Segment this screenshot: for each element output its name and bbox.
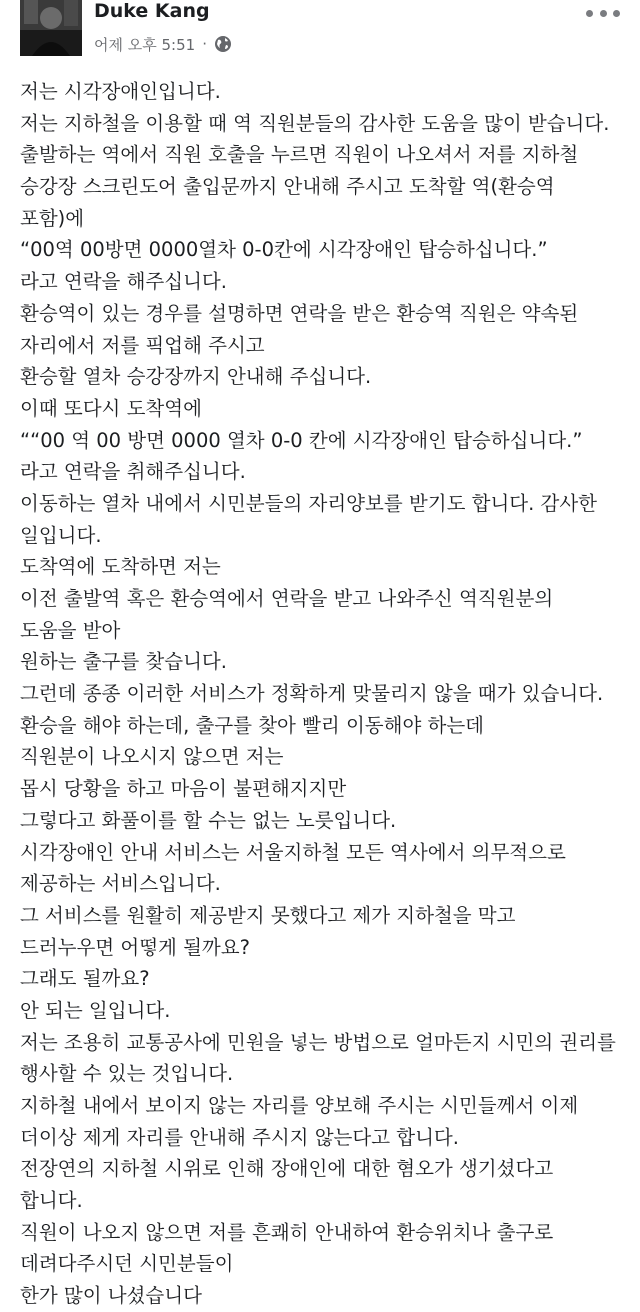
post-text-line: 라고 연락을 해주십니다. [20, 270, 227, 294]
post-text-line: 환승할 열차 승강장까지 안내해 주십니다. [20, 365, 372, 389]
post-text-line: 저는 조용히 교통공사에 민원을 넣는 방법으로 얼마든지 시민의 권리를 [20, 1030, 616, 1054]
post-text-line: 포함)에 [20, 206, 85, 230]
dot [586, 10, 593, 17]
post-text-line: 데려다주시던 시민분들이 [20, 1252, 234, 1276]
dot [600, 10, 607, 17]
post-text-line: 원하는 출구를 찾습니다. [20, 650, 227, 674]
post-text-line: 라고 연락을 취해주십니다. [20, 460, 246, 484]
post-text-line: 몹시 당황을 하고 마음이 불편해지지만 [20, 777, 347, 801]
post-text-line: 행사할 수 있는 것입니다. [20, 1062, 234, 1086]
post-text-line: ““00 역 00 방면 0000 열차 0-0 칸에 시각장애인 탑승하십니다.” [20, 428, 583, 452]
post-text-line: 직원이 나오지 않으면 저를 흔쾌히 안내하여 환승위치나 출구로 [20, 1220, 554, 1244]
post-text-line: 직원분이 나오시지 않으면 저는 [20, 745, 284, 769]
post-text-line: 저는 시각장애인입니다. [20, 80, 221, 103]
dot [613, 10, 620, 17]
post-body [20, 76, 626, 1312]
meta-separator: · [202, 35, 207, 53]
author-name[interactable]: Duke Kang [94, 0, 210, 22]
post-text-line: “00역 00방면 0000열차 0-0칸에 시각장애인 탑승하십니다.” [20, 238, 548, 262]
post-text-line: 안 되는 일입니다. [20, 998, 171, 1022]
post-text-line: 한가 많이 나셨습니다 [20, 1284, 202, 1308]
post-text-line: 저는 지하철을 이용할 때 역 직원분들의 감사한 도움을 많이 받습니다. [20, 111, 610, 135]
post-meta [94, 32, 232, 56]
post-text-line: 승강장 스크린도어 출입문까지 안내해 주시고 도착할 역(환승역 [20, 175, 555, 199]
profile-photo [20, 0, 82, 56]
more-dots-icon[interactable] [586, 4, 620, 22]
post-text-line: 그렇다고 화풀이를 할 수는 없는 노릇입니다. [20, 808, 397, 832]
post-text-line: 도움을 받아 [20, 618, 121, 642]
post-text-line: 자리에서 저를 픽업해 주시고 [20, 333, 265, 357]
post-text-line: 그래도 될까요? [20, 967, 150, 991]
post-text-line: 환승을 해야 하는데, 출구를 찾아 빨리 이동해야 하는데 [20, 713, 485, 737]
post-text-line: 일입니다. [20, 523, 102, 547]
post-text-line: 환승역이 있는 경우를 설명하면 연락을 받은 환승역 직원은 약속된 [20, 301, 579, 325]
post-text-line: 지하철 내에서 보이지 않는 자리를 양보해 주시는 시민들께서 이제 [20, 1094, 579, 1117]
post-text-line: 더이상 제게 자리를 안내해 주시지 않는다고 합니다. [20, 1125, 459, 1149]
post-header [0, 0, 640, 64]
post-text-line: 이동하는 열차 내에서 시민분들의 자리양보를 받기도 합니다. 감사한 [20, 491, 598, 515]
post-text-line: 도착역에 도착하면 저는 [20, 555, 221, 579]
post-text-line: 시각장애인 안내 서비스는 서울지하철 모든 역사에서 의무적으로 [20, 840, 566, 864]
post-text-line: 합니다. [20, 1189, 83, 1213]
post-text-line: 그런데 종종 이러한 서비스가 정확하게 맞물리지 않을 때가 있습니다. [20, 682, 604, 706]
post-text-line: 드러누우면 어떻게 될까요? [20, 935, 250, 959]
post-text-line: 제공하는 서비스입니다. [20, 872, 221, 896]
avatar[interactable] [20, 0, 82, 56]
post-text-line: 그 서비스를 원활히 제공받지 못했다고 제가 지하철을 막고 [20, 903, 516, 927]
post-time[interactable]: 어제 오후 5:51 [94, 35, 196, 54]
post-text-line: 출발하는 역에서 직원 호출을 누르면 직원이 나오셔서 저를 지하철 [20, 143, 579, 167]
post-text-line: 이때 또다시 도착역에 [20, 396, 202, 420]
post-text-line: 전장연의 지하철 시위로 인해 장애인에 대한 혐오가 생기셨다고 [20, 1157, 554, 1181]
post-text-line: 이전 출발역 혹은 환승역에서 연락을 받고 나와주신 역직원분의 [20, 587, 554, 610]
globe-icon[interactable] [214, 35, 232, 53]
